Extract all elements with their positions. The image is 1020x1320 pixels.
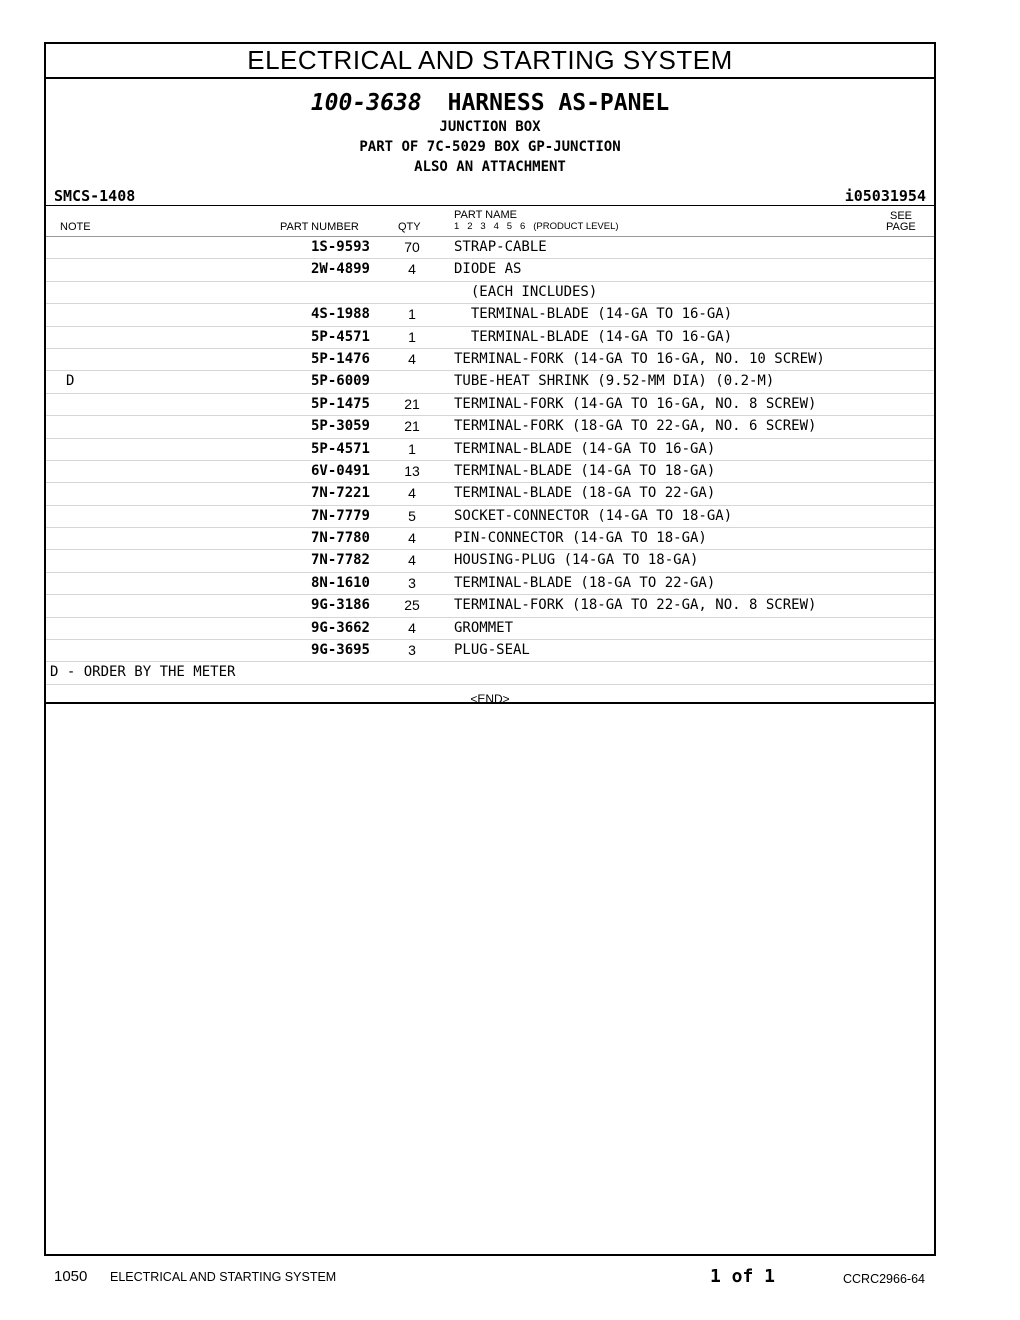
row-part-number: 4S-1988 — [310, 306, 370, 323]
row-qty: 25 — [404, 597, 420, 614]
row-part-number: 7N-7221 — [310, 485, 370, 502]
row-note: D — [66, 373, 75, 390]
col-part-name: PART NAME — [454, 209, 517, 221]
footer-title: ELECTRICAL AND STARTING SYSTEM — [110, 1270, 337, 1284]
row-part-number: 5P-1476 — [310, 350, 370, 367]
row-qty: 13 — [404, 462, 420, 479]
row-qty: 3 — [408, 574, 416, 591]
row-part-name: (EACH INCLUDES) — [454, 283, 598, 300]
table-row — [46, 483, 934, 505]
col-page: PAGE — [886, 221, 916, 233]
group-part-number: 100-3638 — [310, 90, 422, 116]
row-part-number: 5P-4571 — [310, 440, 370, 457]
table-row — [46, 573, 934, 595]
col-see: SEE — [890, 210, 913, 222]
parts-page-frame — [44, 42, 936, 1256]
row-part-name: TERMINAL-FORK (18-GA TO 22-GA, NO. 8 SCREW) — [454, 597, 817, 614]
footnote-text: D - ORDER BY THE METER — [50, 664, 236, 681]
table-row — [46, 259, 934, 281]
row-qty: 3 — [408, 642, 416, 659]
row-part-number: 1S-9593 — [310, 239, 370, 255]
col-product-level: 1 2 3 4 5 6 (PRODUCT LEVEL) — [454, 221, 619, 232]
table-row — [46, 618, 934, 640]
row-part-name: TERMINAL-BLADE (14-GA TO 16-GA) — [454, 306, 733, 323]
table-row — [46, 550, 934, 572]
row-part-name: STRAP-CABLE — [454, 239, 547, 255]
row-part-number: 2W-4899 — [310, 261, 370, 278]
table-row — [46, 439, 934, 461]
table-row — [46, 595, 934, 617]
group-subtitle: PART OF 7C-5029 BOX GP-JUNCTION — [359, 139, 621, 155]
row-part-number: 9G-3695 — [310, 642, 370, 659]
footer-doc-ref: CCRC2966-64 — [843, 1272, 925, 1286]
table-row — [46, 327, 934, 349]
row-part-number: 9G-3186 — [310, 597, 370, 614]
row-part-name: SOCKET-CONNECTOR (14-GA TO 18-GA) — [454, 507, 733, 524]
group-subtitle: ALSO AN ATTACHMENT — [414, 159, 566, 175]
row-part-name: TERMINAL-FORK (18-GA TO 22-GA, NO. 6 SCREW) — [454, 418, 817, 435]
row-part-number: 7N-7780 — [310, 530, 370, 547]
table-row — [46, 371, 934, 393]
table-row — [46, 506, 934, 528]
footnote-row — [46, 662, 934, 684]
col-part-number: PART NUMBER — [280, 221, 359, 233]
row-part-number: 6V-0491 — [310, 462, 370, 479]
row-part-number: 8N-1610 — [310, 574, 370, 591]
row-qty: 1 — [408, 306, 416, 323]
row-part-name: PIN-CONNECTOR (14-GA TO 18-GA) — [454, 530, 707, 547]
table-bottom-rule — [46, 702, 934, 704]
table-row — [46, 394, 934, 416]
table-row — [46, 282, 934, 304]
row-qty: 4 — [408, 530, 416, 547]
row-qty: 4 — [408, 350, 416, 367]
table-row — [46, 461, 934, 483]
parts-list — [46, 237, 934, 721]
row-qty: 21 — [404, 395, 420, 412]
row-qty: 4 — [408, 485, 416, 502]
system-title: ELECTRICAL AND STARTING SYSTEM — [46, 44, 934, 79]
col-qty: QTY — [398, 221, 421, 233]
row-part-number: 5P-1475 — [310, 395, 370, 412]
row-part-name: TERMINAL-BLADE (18-GA TO 22-GA) — [454, 485, 716, 502]
row-part-number: 5P-3059 — [310, 418, 370, 435]
row-part-name: TUBE-HEAT SHRINK (9.52-MM DIA) (0.2-M) — [454, 373, 775, 390]
row-qty: 4 — [408, 261, 416, 278]
row-part-name: TERMINAL-FORK (14-GA TO 16-GA, NO. 8 SCREW) — [454, 395, 817, 412]
row-part-name: DIODE AS — [454, 261, 522, 278]
row-part-name: PLUG-SEAL — [454, 642, 530, 659]
row-qty: 4 — [408, 619, 416, 636]
illustration-ref: i05031954 — [844, 187, 926, 205]
row-part-name: TERMINAL-BLADE (18-GA TO 22-GA) — [454, 574, 716, 591]
row-part-number: 5P-4571 — [310, 328, 370, 345]
row-part-name: HOUSING-PLUG (14-GA TO 18-GA) — [454, 552, 699, 569]
table-row — [46, 416, 934, 438]
table-row — [46, 304, 934, 326]
table-row — [46, 349, 934, 371]
row-qty: 21 — [404, 418, 420, 435]
footer-page-count: 1 of 1 — [710, 1266, 776, 1287]
end-marker: <END> — [470, 691, 510, 706]
group-heading — [46, 79, 934, 177]
col-note: NOTE — [60, 221, 91, 233]
row-part-name: TERMINAL-FORK (14-GA TO 16-GA, NO. 10 SCREW) — [454, 350, 825, 367]
table-row — [46, 237, 934, 259]
row-qty: 70 — [404, 239, 420, 255]
row-part-number: 9G-3662 — [310, 619, 370, 636]
row-qty: 1 — [408, 328, 416, 345]
row-part-name: TERMINAL-BLADE (14-GA TO 16-GA) — [454, 328, 733, 345]
row-qty: 4 — [408, 552, 416, 569]
smcs-code: SMCS-1408 — [54, 187, 136, 205]
footer-page-number: 1050 — [54, 1268, 88, 1285]
page-footer — [0, 1266, 1020, 1290]
group-subtitle: JUNCTION BOX — [439, 119, 541, 135]
row-qty: 5 — [408, 507, 416, 524]
row-part-name: TERMINAL-BLADE (14-GA TO 16-GA) — [454, 440, 716, 457]
row-part-number: 7N-7779 — [310, 507, 370, 524]
group-title-line — [46, 89, 934, 117]
group-name: HARNESS AS-PANEL — [447, 90, 670, 116]
table-row — [46, 528, 934, 550]
row-part-number: 5P-6009 — [310, 373, 370, 390]
row-qty: 1 — [408, 440, 416, 457]
column-headers — [46, 206, 934, 237]
row-part-number: 7N-7782 — [310, 552, 370, 569]
row-part-name: TERMINAL-BLADE (14-GA TO 18-GA) — [454, 462, 716, 479]
row-part-name: GROMMET — [454, 619, 514, 636]
table-row — [46, 640, 934, 662]
